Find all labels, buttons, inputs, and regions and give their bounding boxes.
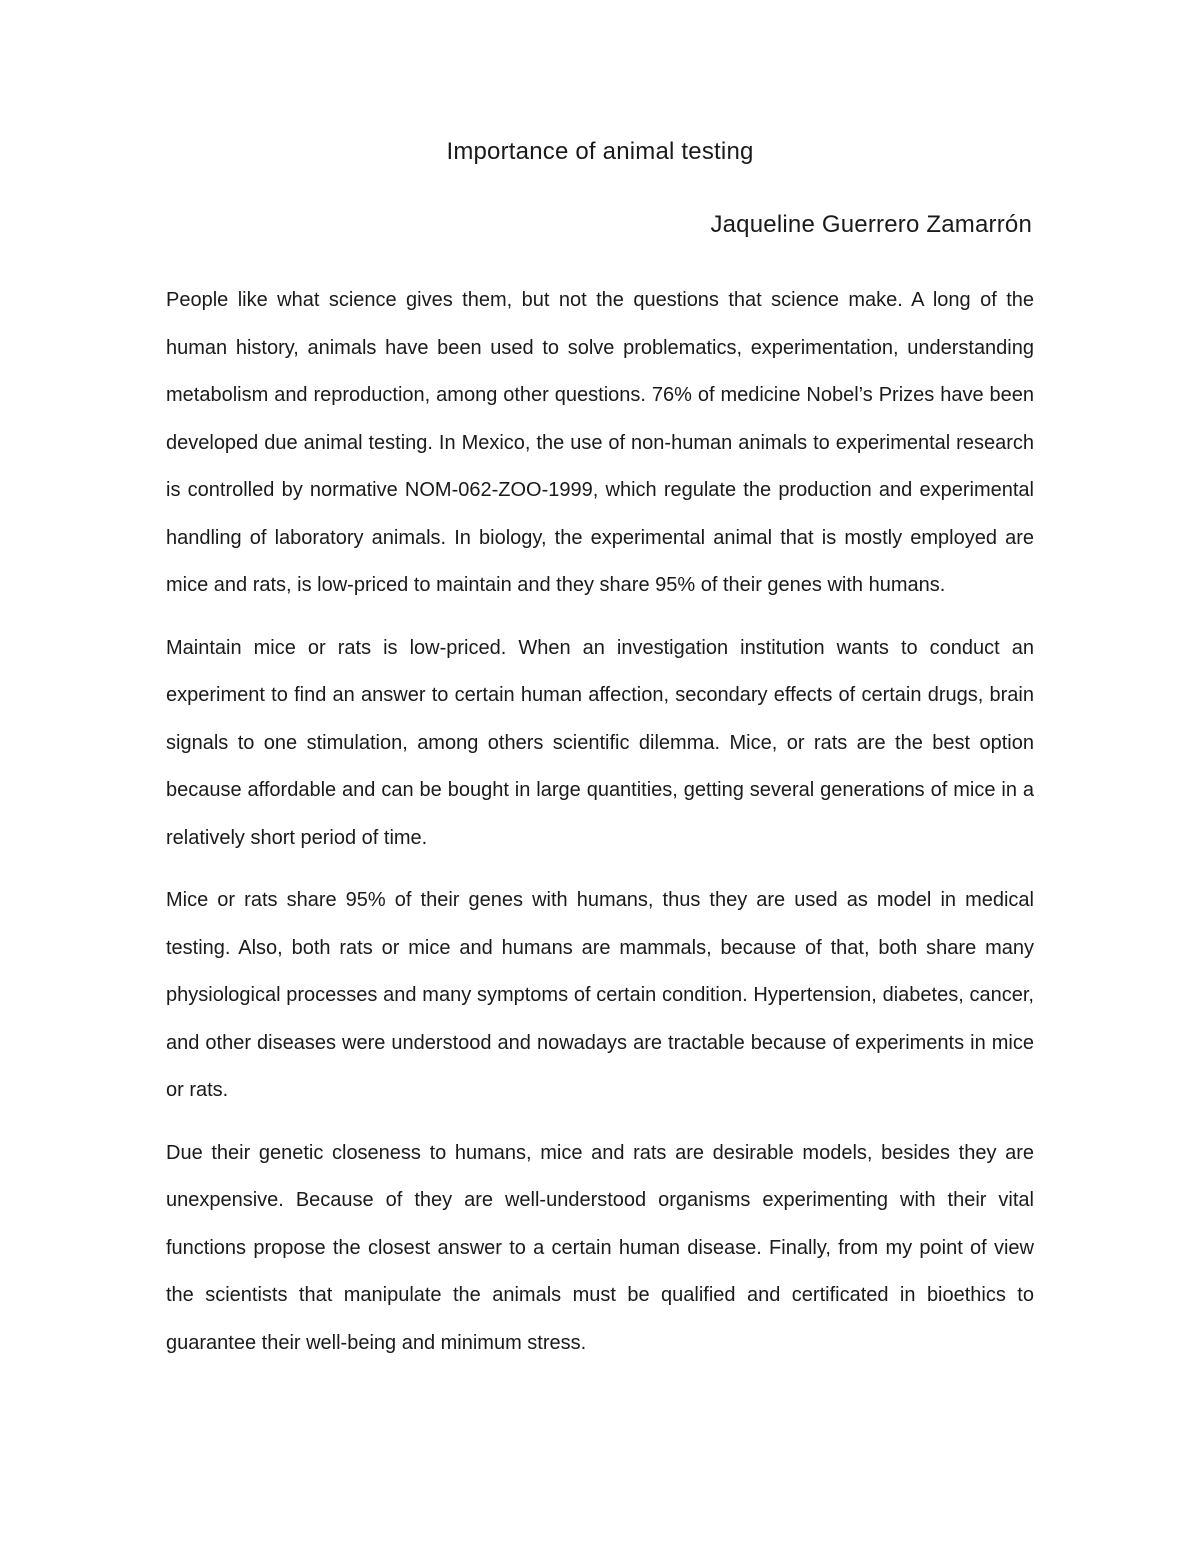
- document-title: Importance of animal testing: [446, 138, 754, 165]
- author-name: Jaqueline Guerrero Zamarrón: [710, 211, 1032, 238]
- document-body: [166, 277, 1034, 1382]
- paragraph-3: Mice or rats share 95% of their genes with humans, thus they are used as model in medical testing. Also, both rats or mice and humans are mammals, because of that, both share many physiological processes and many symptoms of certain condition. Hypertension, diabetes, cancer, and other diseases were understood and nowadays are tractable because of experiments in mice or rats.: [166, 889, 1034, 1101]
- paragraph-1: People like what science gives them, but not the questions that science make. A long of the human history, animals have been used to solve problematics, experimentation, understanding metabolism and reproduction, among other questions. 76% of medicine Nobel’s Prizes have been developed due animal testing. In Mexico, the use of non-human animals to experimental research is controlled by normative NOM-062-ZOO-1999, which regulate the production and experimental handling of laboratory animals. In biology, the experimental animal that is mostly employed are mice and rats, is low-priced to maintain and they share 95% of their genes with humans.: [166, 289, 1034, 596]
- paragraph-4: Due their genetic closeness to humans, mice and rats are desirable models, besides they are unexpensive. Because of they are well-understood organisms experimenting with their vital functions propose the closest answer to a certain human disease. Finally, from my point of view the scientists that manipulate the animals must be qualified and certificated in bioethics to guarantee their well-being and minimum stress.: [166, 1141, 1034, 1354]
- paragraph-2: Maintain mice or rats is low-priced. When an investigation institution wants to conduct an experiment to find an answer to certain human affection, secondary effects of certain drugs, brain signals to one stimulation, among others scientific dilemma. Mice, or rats are the best option because affordable and can be bought in large quantities, getting several generations of mice in a relatively short period of time.: [166, 636, 1034, 849]
